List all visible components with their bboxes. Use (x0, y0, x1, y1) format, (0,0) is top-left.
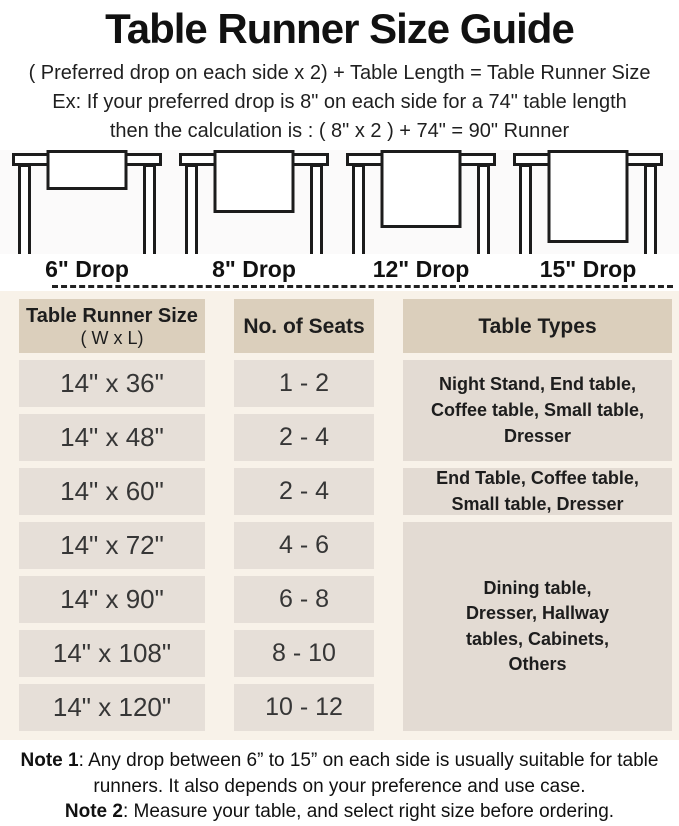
size-table (0, 291, 679, 740)
drop-label-6: 6" Drop (45, 255, 129, 282)
size-cell: 14" x 36" (19, 360, 205, 407)
seats-cell: 6 - 8 (234, 576, 374, 623)
note-2-text: : Measure your table, and select right size before ordering. (122, 801, 615, 823)
drop-label-12: 12" Drop (372, 255, 470, 282)
runner-icon (381, 150, 462, 228)
table-leg-icon (143, 164, 156, 254)
types-cell-large-tables: Dining table, Dresser, Hallway tables, Cabinets, Others (403, 522, 672, 731)
table-leg-icon (310, 164, 323, 254)
table-leg-icon (185, 164, 198, 254)
size-cell: 14" x 90" (19, 576, 205, 623)
size-cell: 14" x 60" (19, 468, 205, 515)
header-seats: No. of Seats (234, 299, 374, 353)
table-leg-icon (18, 164, 31, 254)
note-2-label: Note 2 (64, 801, 123, 823)
table-figure-8in-drop (179, 150, 329, 254)
header-size (19, 299, 205, 353)
seats-cell: 8 - 10 (234, 630, 374, 677)
notes-block (0, 748, 679, 825)
formula-line-2: Ex: If your preferred drop is 8" on each side for a 74" table length (52, 91, 627, 114)
seats-cell: 2 - 4 (234, 468, 374, 515)
table-figure-6in-drop (12, 150, 162, 254)
table-figure-15in-drop (513, 150, 663, 254)
header-size-line2: ( W x L) (80, 327, 144, 348)
seats-cell: 4 - 6 (234, 522, 374, 569)
seats-cell: 1 - 2 (234, 360, 374, 407)
size-cell: 14" x 108" (19, 630, 205, 677)
note-2 (2, 799, 677, 825)
note-1 (2, 748, 677, 799)
table-leg-icon (477, 164, 490, 254)
table-leg-icon (519, 164, 532, 254)
drop-label-8: 8" Drop (212, 255, 296, 282)
drop-figures-band (0, 150, 679, 254)
seats-cell: 2 - 4 (234, 414, 374, 461)
table-leg-icon (352, 164, 365, 254)
dashed-divider (52, 285, 673, 288)
types-cell-small-tables: Night Stand, End table, Coffee table, Small table, Dresser (403, 360, 672, 461)
runner-icon (214, 150, 295, 213)
table-figure-12in-drop (346, 150, 496, 254)
size-cell: 14" x 120" (19, 684, 205, 731)
page-title: Table Runner Size Guide (105, 5, 574, 52)
runner-icon (548, 150, 629, 243)
seats-cell: 10 - 12 (234, 684, 374, 731)
note-1-text: : Any drop between 6” to 15” on each side is usually suitable for table runners. It also depends on your preference and use case. (78, 750, 659, 797)
formula-line-1: ( Preferred drop on each side x 2) + Table Length = Table Runner Size (28, 62, 651, 85)
header-types: Table Types (403, 299, 672, 353)
types-cell-medium-tables: End Table, Coffee table, Small table, Dresser (403, 468, 672, 515)
table-leg-icon (644, 164, 657, 254)
header-size-line1: Table Runner Size (26, 304, 198, 327)
formula-block (0, 59, 679, 146)
runner-icon (47, 150, 128, 190)
drop-label-15: 15" Drop (539, 255, 637, 282)
drop-labels-row (0, 254, 679, 284)
size-cell: 14" x 48" (19, 414, 205, 461)
formula-line-3: then the calculation is : ( 8" x 2 ) + 74" = 90" Runner (109, 120, 570, 143)
size-cell: 14" x 72" (19, 522, 205, 569)
note-1-label: Note 1 (20, 750, 79, 772)
